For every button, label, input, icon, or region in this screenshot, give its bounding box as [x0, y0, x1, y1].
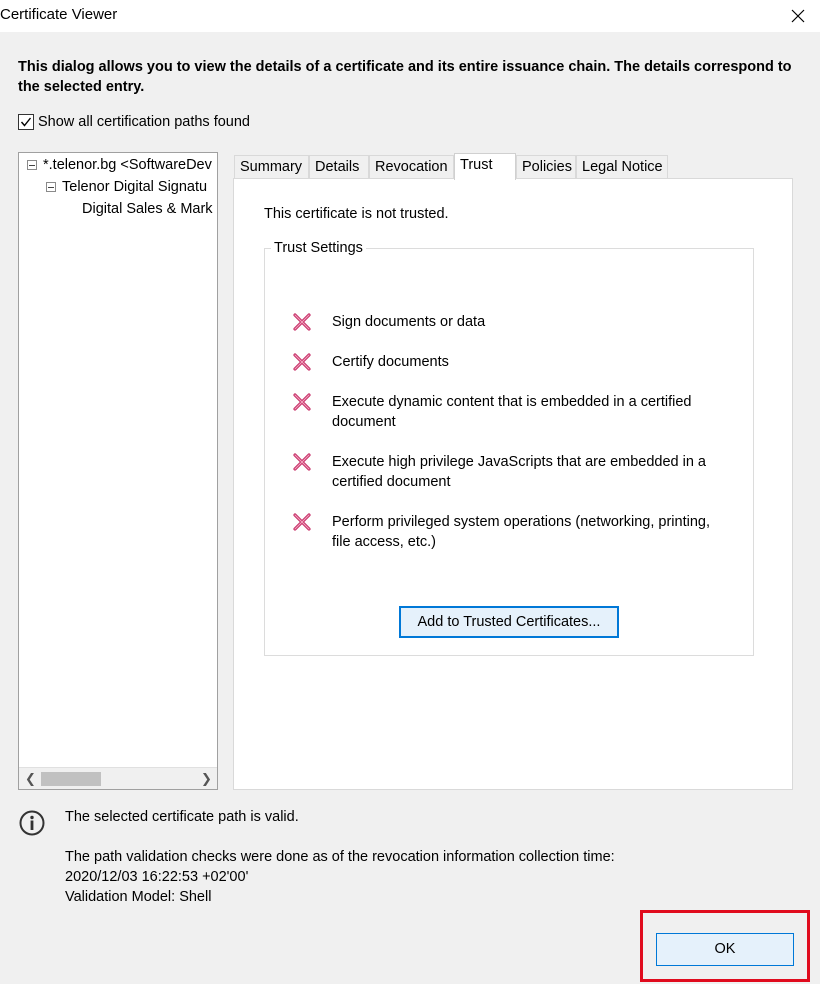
trust-item [291, 352, 732, 373]
tree-item-label: Telenor Digital Signatu [62, 179, 208, 195]
trust-item-label: Certify documents [332, 354, 449, 370]
tree-item[interactable] [27, 157, 212, 173]
trust-item-label: Execute high privilege JavaScripts that are embedded in a certified document [332, 454, 706, 490]
ok-button[interactable]: OK [656, 933, 794, 966]
tab-legal-notice[interactable]: Legal Notice [576, 155, 668, 179]
close-button[interactable] [776, 0, 820, 32]
tree-item[interactable] [82, 201, 213, 217]
tree-item-label: *.telenor.bg <SoftwareDev [43, 157, 212, 173]
status-check-text: The path validation checks were done as of the revocation information collection time: [65, 849, 615, 865]
trust-settings-group [264, 240, 754, 656]
collapse-icon[interactable] [46, 182, 56, 192]
scrollbar-thumb[interactable] [41, 772, 101, 786]
status-timestamp: 2020/12/03 16:22:53 +02'00' [65, 869, 249, 885]
intro-text: This dialog allows you to view the details of a certificate and its entire issuance chain. The details correspond to the selected entry. [18, 59, 792, 95]
horizontal-scrollbar[interactable] [19, 767, 217, 789]
certificate-tree[interactable] [18, 152, 218, 790]
trust-status: This certificate is not trusted. [264, 206, 449, 222]
x-mark-icon [291, 511, 313, 533]
checkbox[interactable] [18, 114, 34, 130]
trust-item [291, 452, 732, 492]
add-to-trusted-button[interactable]: Add to Trusted Certificates... [399, 606, 619, 638]
tab-revocation[interactable]: Revocation [369, 155, 454, 179]
close-icon [791, 9, 805, 23]
trust-item-label: Execute dynamic content that is embedded in a certified document [332, 394, 692, 430]
trust-item [291, 512, 732, 552]
tab-details[interactable]: Details [309, 155, 369, 179]
x-mark-icon [291, 311, 313, 333]
checkmark-icon [20, 116, 32, 128]
window-title: Certificate Viewer [0, 6, 118, 23]
status-validation-model: Validation Model: Shell [65, 889, 212, 905]
trust-settings-legend: Trust Settings [271, 240, 366, 256]
scroll-right-icon[interactable]: ❯ [201, 771, 212, 786]
tab-trust[interactable]: Trust [454, 153, 516, 180]
tree-item[interactable] [46, 179, 207, 195]
trust-item-label: Sign documents or data [332, 314, 486, 330]
collapse-icon[interactable] [27, 160, 37, 170]
show-paths-checkbox[interactable] [18, 114, 250, 130]
status-valid-text: The selected certificate path is valid. [65, 809, 299, 825]
x-mark-icon [291, 391, 313, 413]
trust-item [291, 392, 732, 432]
x-mark-icon [291, 451, 313, 473]
tree-item-label: Digital Sales & Mark [82, 201, 213, 217]
show-paths-label: Show all certification paths found [38, 114, 250, 130]
title-bar [0, 0, 820, 32]
tab-summary[interactable]: Summary [234, 155, 309, 179]
scroll-left-icon[interactable]: ❮ [25, 771, 36, 786]
x-mark-icon [291, 351, 313, 373]
trust-item-label: Perform privileged system operations (networking, printing, file access, etc.) [332, 514, 710, 550]
info-icon [18, 809, 46, 837]
trust-item [291, 312, 732, 333]
trust-panel [233, 178, 793, 790]
tab-policies[interactable]: Policies [516, 155, 576, 179]
